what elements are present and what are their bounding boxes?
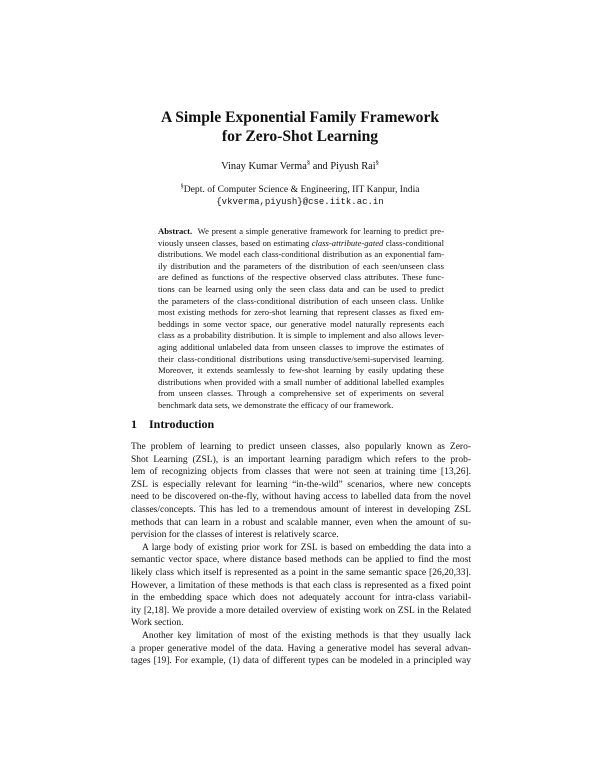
introduction-body (131, 441, 471, 668)
abstract-line: tions can be learned using only the seen class data and can be used to predict (158, 283, 444, 294)
paragraph-line: need to be discovered on-the-fly, without having access to labelled data from the novel (131, 492, 471, 503)
paragraph-line: However, a limitation of these methods is that each class is represented as a fixed point (131, 580, 471, 591)
paragraph-line: ity [2,18]. We provide a more detailed overview of existing work on ZSL in the Related (131, 605, 471, 616)
paragraph-line: semantic vector space, where distance based methods can be applied to find the most (131, 555, 471, 566)
section-heading (131, 417, 214, 431)
affiliation-text: Dept. of Computer Science & Engineering, IIT Kanpur, India (183, 184, 420, 195)
abstract-line: from unseen classes. Through a comprehensive set of experiments on several (158, 388, 444, 399)
affiliation-block (0, 184, 600, 208)
abstract-line: aging additional unlabeled data from unseen classes to improve the estimates of (158, 341, 444, 352)
paragraph-line: The problem of learning to predict unseen classes, also popularly known as Zero- (131, 442, 471, 452)
abstract-line: viously unseen classes, based on estimating class-attribute-gated class-conditional (158, 237, 444, 248)
paragraph-line: classes/concepts. This has led to a tremendous amount of interest in developing ZSL (131, 504, 471, 515)
abstract-line: most existing methods for zero-shot learning that represent classes as fixed em- (158, 307, 444, 318)
author-list (0, 160, 600, 173)
author-name: Vinay Kumar Verma (221, 161, 307, 172)
affiliation-mark: § (180, 182, 184, 190)
abstract-line: Abstract. We present a simple generative framework for learning to predict pre- (158, 226, 444, 236)
affiliation (0, 184, 600, 196)
abstract-line: Moreover, it extends seamlessly to few-shot learning by easily updating these (158, 365, 444, 376)
title-line-1: A Simple Exponential Family Framework (160, 109, 440, 126)
paragraph-line: in the embedding space which does not adequately account for intra-class variabil- (131, 593, 471, 604)
author-email: {vkverma,piyush}@cse.iitk.ac.in (216, 197, 384, 207)
paragraph-line: a proper generative model of the data. Having a generative model has several advan- (131, 643, 471, 654)
paragraph-line: Another key limitation of most of the existing methods is that they usually lack (142, 630, 471, 641)
abstract-label: Abstract. (158, 226, 198, 236)
section-number: 1 (131, 417, 137, 431)
author-joiner: and (310, 161, 331, 172)
abstract-line: the parameters of the class-conditional distribution of each unseen class. Unlike (158, 295, 444, 306)
paper-title (0, 108, 600, 146)
paragraph-line: Shot Learning (ZSL), is an important learning paradigm which refers to the prob- (131, 454, 471, 465)
paragraph-line: pervision for the classes of interest is relatively scarce. (131, 530, 339, 541)
paragraph-line: A large body of existing prior work for ZSL is based on embedding the data into a (142, 542, 471, 553)
abstract-line: distributions when provided with a small number of additional labelled examples (158, 376, 444, 387)
title-line-2: for Zero-Shot Learning (221, 128, 379, 145)
abstract-line: benchmark data sets, we demonstrate the efficacy of our framework. (158, 399, 394, 410)
author-name: Piyush Rai (330, 161, 376, 172)
section-title: Introduction (149, 417, 215, 431)
paragraph-line: Work section. (131, 618, 184, 629)
paragraph-line: methods that can learn in a robust and scalable manner, even when the amount of su- (131, 517, 471, 528)
abstract-line: beddings in some vector space, our generative model naturally represents each (158, 318, 444, 329)
abstract-line: are defined as functions of the respective observed class attributes. These func- (158, 272, 444, 283)
abstract-line: their class-conditional distributions using transductive/semi-supervised learning. (158, 353, 444, 364)
paragraph-line: likely class which itself is represented as a point in the same semantic space [26,20,33]. (131, 567, 471, 578)
affiliation-mark: § (375, 159, 379, 167)
abstract-line: ily distribution and the parameters of the distribution of each seen/unseen class (158, 260, 444, 271)
paragraph-line: tages [19]. For example, (1) data of different types can be modeled in a principled way (131, 656, 471, 667)
abstract-line: class as a probability distribution. It is simple to implement and also allows lever- (158, 330, 444, 341)
abstract (158, 226, 444, 412)
paragraph-line: ZSL is especially relevant for learning “in-the-wild” scenarios, where new concepts (131, 479, 471, 490)
abstract-line: distributions. We model each class-conditional distribution as an exponential fam- (158, 249, 444, 260)
affiliation-mark: § (306, 159, 311, 167)
paragraph-line: lem of recognizing objects from classes that were not seen at training time [13,26]. (131, 467, 471, 478)
